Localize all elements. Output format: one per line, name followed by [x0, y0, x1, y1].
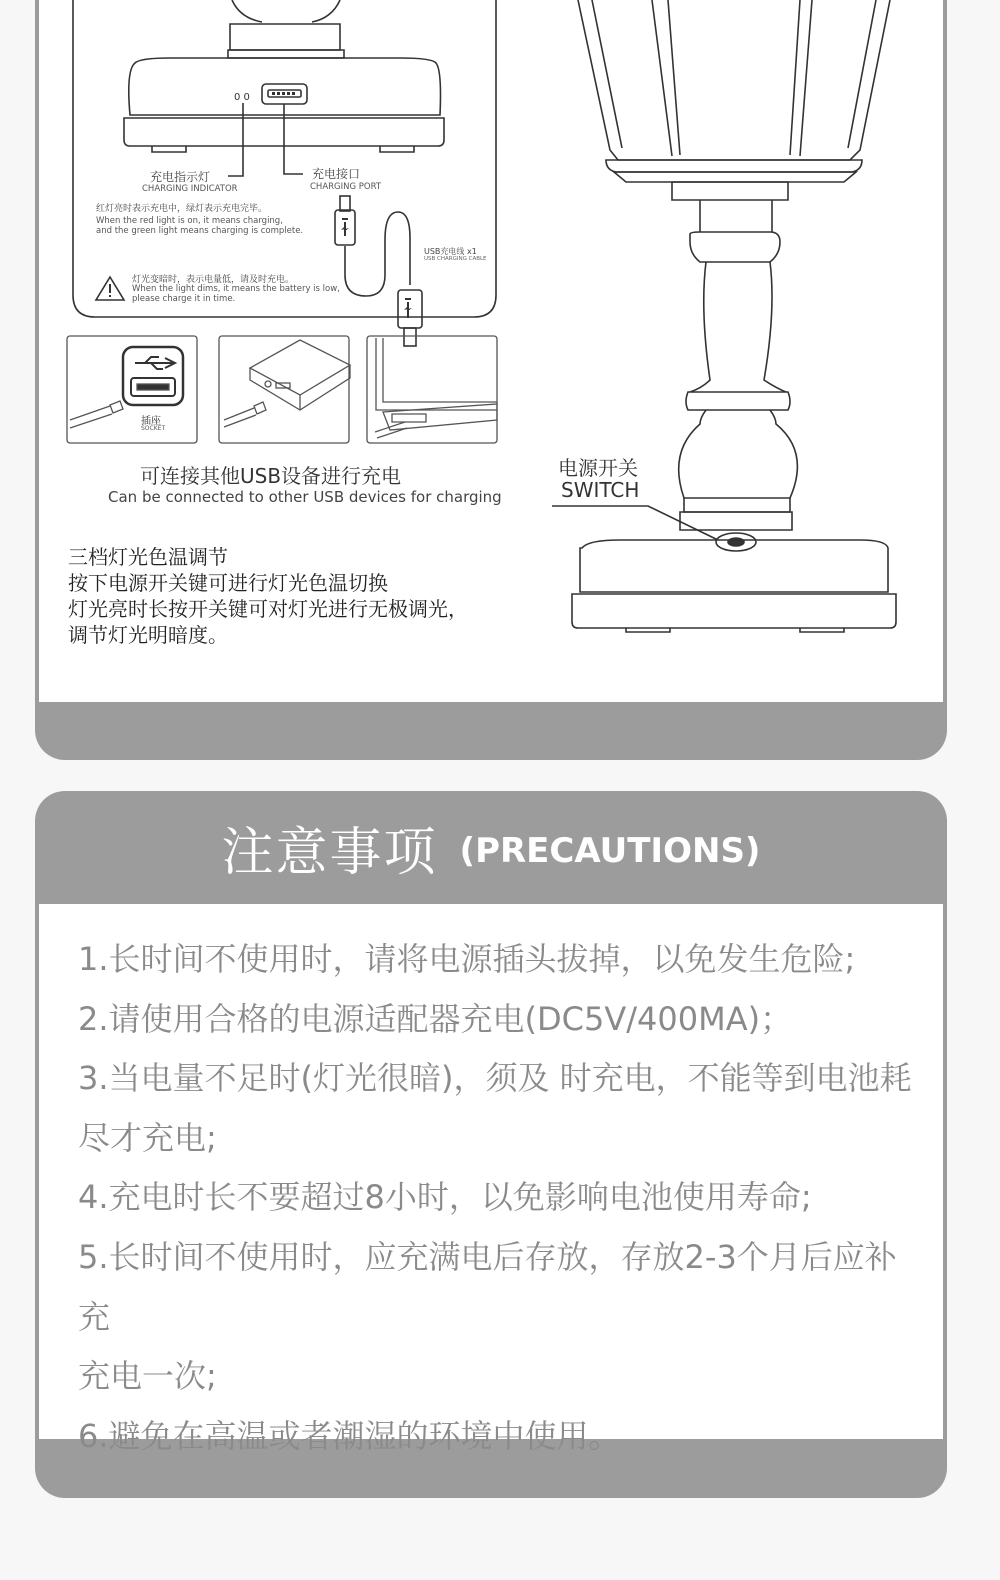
cable-label-en: USB CHARGING CABLE: [424, 256, 487, 262]
indicator-note-en-2: and the green light means charging is complete.: [96, 226, 304, 236]
precaution-item: 5.长时间不使用时，应充满电后存放，存放2-3个月后应补充: [78, 1237, 897, 1336]
indicator-note-zh: 红灯亮时表示充电中，绿灯表示充电完毕。: [96, 204, 268, 214]
device-laptop-box: [367, 336, 497, 443]
light-modes-line: 调节灯光明暗度。: [68, 623, 228, 647]
switch-label-zh: 电源开关: [558, 456, 638, 480]
warning-text-en-1: When the light dims, it means the battery is low,: [132, 284, 340, 294]
precaution-item: 2.请使用合格的电源适配器充电(DC5V/400MA)；: [78, 999, 793, 1038]
lamp-drawing: [552, 0, 896, 632]
devices-caption-zh: 可连接其他USB设备进行充电: [140, 464, 402, 488]
precaution-item: 4.充电时长不要超过8小时，以免影响电池使用寿命;: [78, 1178, 812, 1217]
precaution-item: 1.长时间不使用时，请将电源插头拔掉，以免发生危险;: [78, 940, 856, 978]
indicator-dots: 0 0: [234, 92, 250, 103]
precautions-list: [78, 930, 928, 1466]
precautions-title-zh: 注意事项: [221, 823, 438, 883]
precaution-item: 6.避免在高温或者潮湿的环境中使用。: [78, 1416, 621, 1455]
socket-label-en: SOCKET: [141, 425, 166, 432]
charging-port-label-en: CHARGING PORT: [310, 182, 382, 192]
light-modes-line: 灯光亮时长按开关键可对灯光进行无极调光，: [68, 597, 468, 621]
devices-caption-en: Can be connected to other USB devices for charging: [108, 488, 502, 506]
charging-indicator-label-zh: 充电指示灯: [150, 170, 211, 184]
charging-indicator-label-en: CHARGING INDICATOR: [142, 184, 238, 194]
charging-port-label-zh: 充电接口: [312, 167, 361, 181]
indicator-note-en-1: When the red light is on, it means charging,: [96, 216, 283, 226]
precaution-item: 充电一次;: [78, 1357, 217, 1396]
switch-label-en: SWITCH: [561, 478, 640, 502]
warning-text-zh: 灯光变暗时，表示电量低，请及时充电。: [132, 275, 295, 285]
light-modes-line: 三档灯光色温调节: [68, 545, 228, 569]
precautions-title-en: (PRECAUTIONS): [459, 830, 761, 871]
cable-label-zh: USB充电线 x1: [424, 247, 477, 256]
socket-label-zh: 插座: [141, 416, 161, 427]
precautions-heading: [35, 791, 947, 904]
light-modes-line: 按下电源开关键可进行灯光色温切换: [68, 571, 388, 595]
warning-text-en-2: please charge it in time.: [132, 294, 236, 304]
device-powerbank-box: [219, 336, 349, 443]
precaution-item: 3.当电量不足时(灯光很暗)，须及 时充电，不能等到电池耗: [78, 1059, 912, 1098]
precaution-item: 尽才充电;: [78, 1118, 217, 1157]
light-modes-text: [68, 544, 468, 648]
